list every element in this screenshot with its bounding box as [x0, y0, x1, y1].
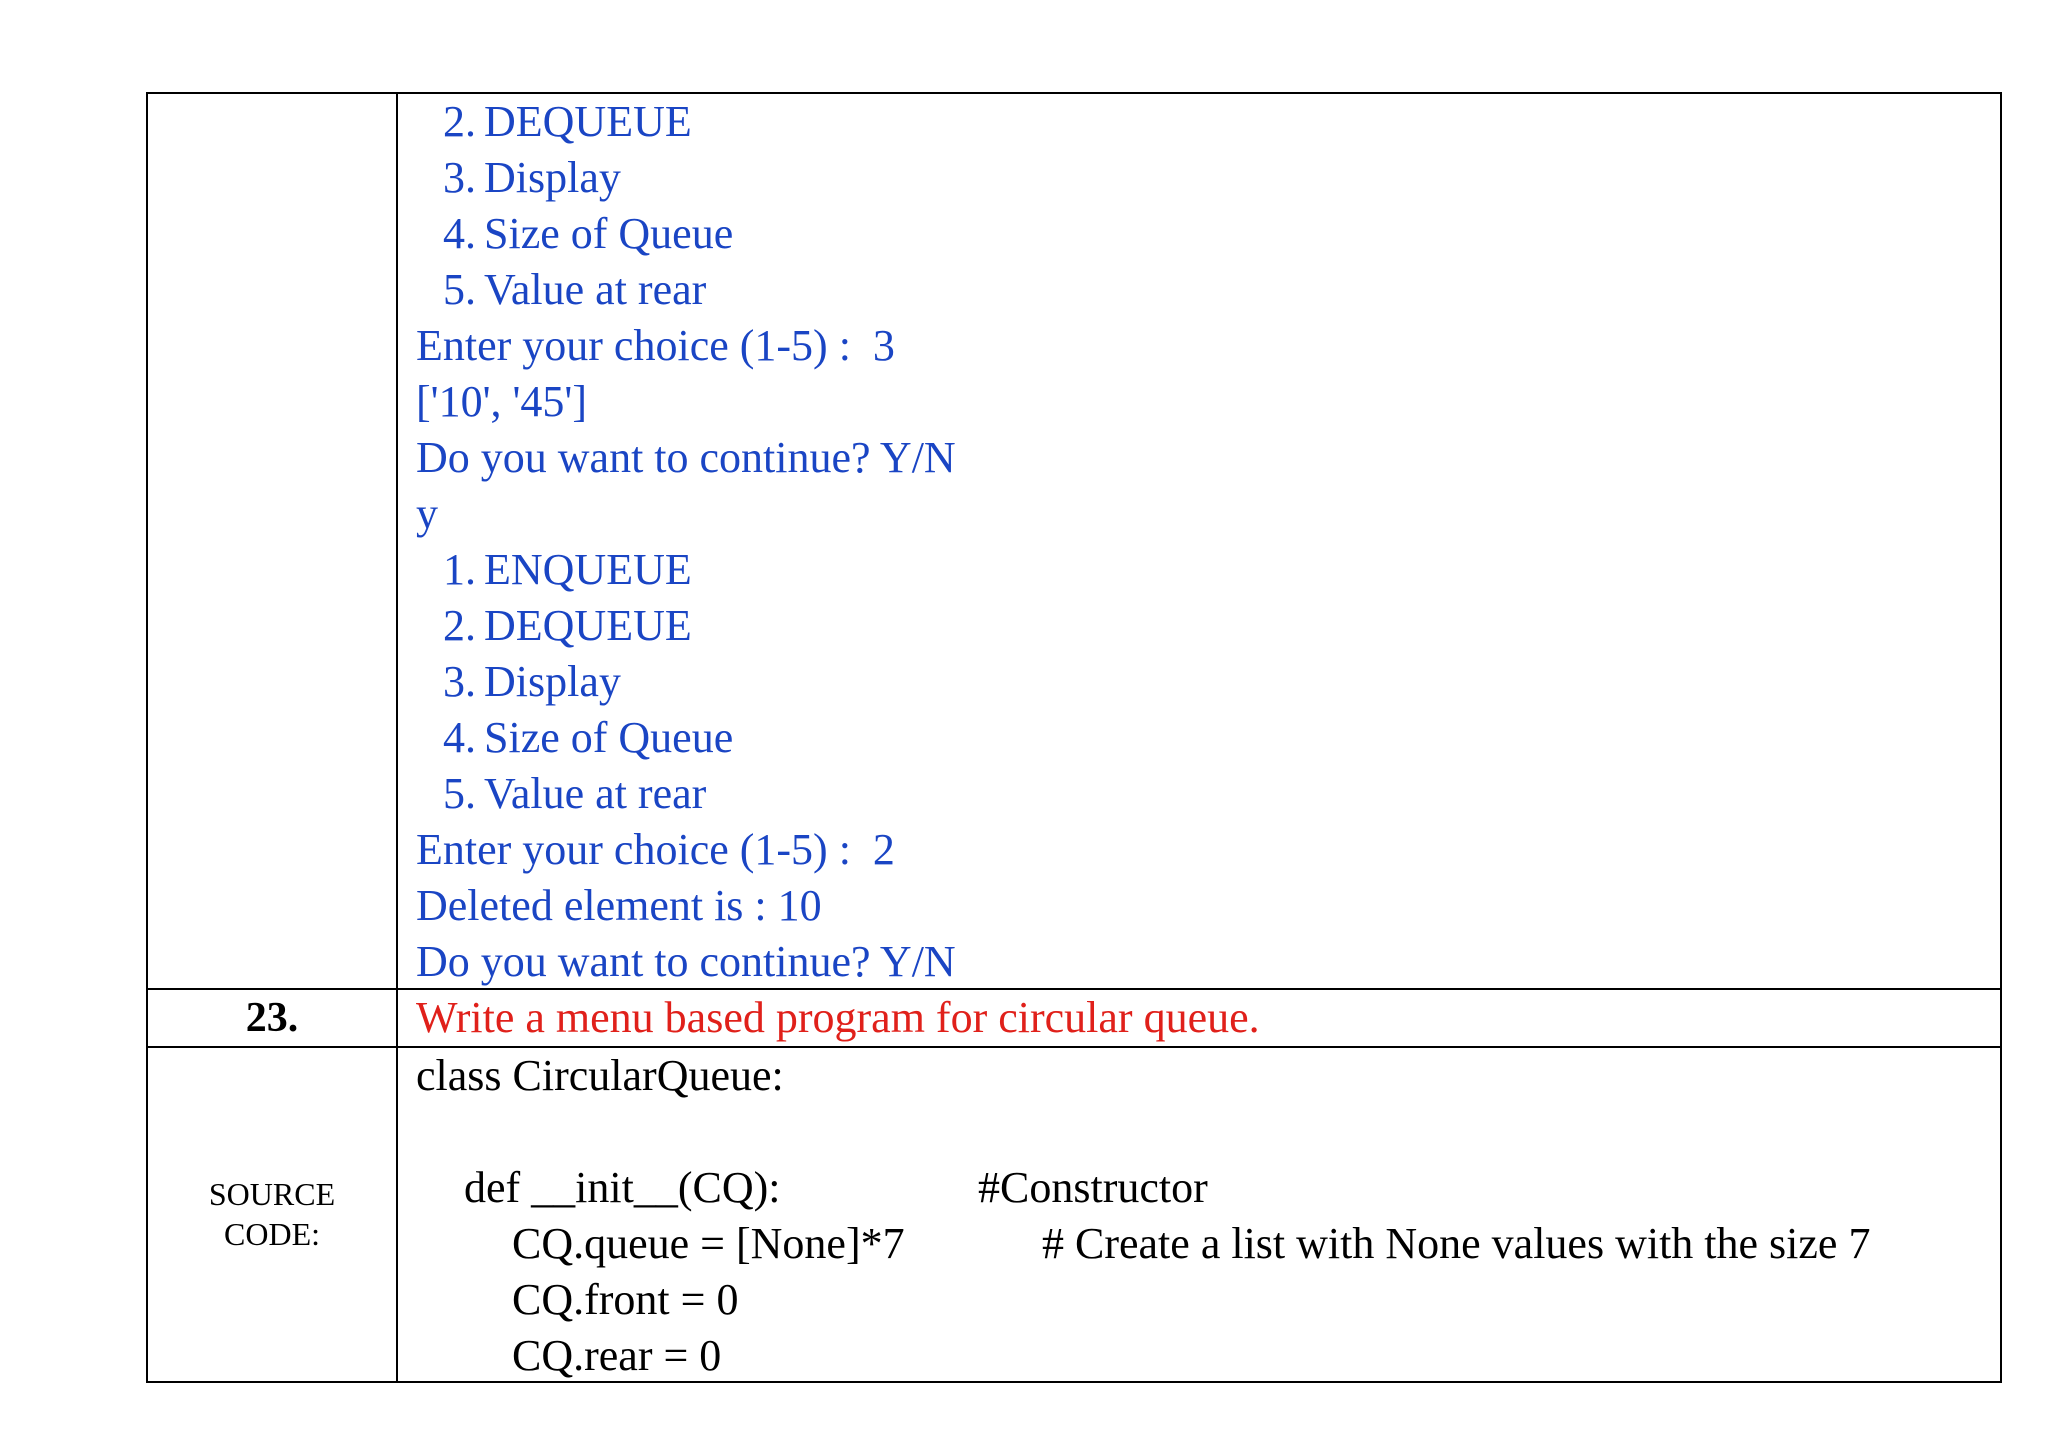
- output-line: [416, 206, 1976, 262]
- code-line-queue: [416, 1216, 1986, 1272]
- output-line: [416, 430, 1976, 486]
- menu-number: 2.: [443, 97, 476, 146]
- menu-number: 3.: [443, 153, 476, 202]
- output-text: Value at rear: [484, 265, 707, 314]
- output-text: DEQUEUE: [484, 601, 692, 650]
- code-text: class CircularQueue:: [416, 1051, 784, 1100]
- output-text: Deleted element is : 10: [416, 881, 822, 930]
- output-text: DEQUEUE: [484, 97, 692, 146]
- output-line: [416, 262, 1976, 318]
- output-line: [416, 654, 1976, 710]
- output-text: Size of Queue: [484, 713, 734, 762]
- output-line: [416, 318, 1976, 374]
- output-line: [416, 934, 1976, 990]
- source-code-label: [148, 1174, 396, 1254]
- output-line: [416, 766, 1976, 822]
- output-text: Enter your choice (1-5) : 3: [416, 321, 895, 370]
- output-line: [416, 486, 1976, 542]
- output-text: Display: [484, 153, 621, 202]
- code-line-class: [416, 1048, 1986, 1104]
- output-text: Do you want to continue? Y/N: [416, 937, 956, 986]
- output-text: Value at rear: [484, 769, 707, 818]
- output-line: [416, 822, 1976, 878]
- menu-number: 2.: [443, 601, 476, 650]
- column-divider: [396, 94, 398, 1381]
- output-line: [416, 150, 1976, 206]
- code-text: CQ.queue = [None]*7: [512, 1219, 905, 1268]
- menu-number: 4.: [443, 713, 476, 762]
- menu-number: 4.: [443, 209, 476, 258]
- output-line: [416, 878, 1976, 934]
- output-text: Enter your choice (1-5) : 2: [416, 825, 895, 874]
- code-line-def: [416, 1160, 1986, 1216]
- program-output: [416, 94, 1976, 990]
- code-line-front: [416, 1272, 1986, 1328]
- code-comment: # Create a list with None values with the size 7: [1042, 1219, 1871, 1268]
- code-text: def __init__(CQ):: [464, 1163, 781, 1212]
- menu-number: 5.: [443, 769, 476, 818]
- menu-number: 5.: [443, 265, 476, 314]
- source-code: [416, 1048, 1986, 1384]
- output-line: [416, 710, 1976, 766]
- output-text: ['10', '45']: [416, 377, 588, 426]
- output-line: [416, 94, 1976, 150]
- output-line: [416, 598, 1976, 654]
- output-text: Size of Queue: [484, 209, 734, 258]
- menu-number: 1.: [443, 545, 476, 594]
- output-text: ENQUEUE: [484, 545, 692, 594]
- output-text: y: [416, 489, 438, 538]
- code-text: CQ.rear = 0: [512, 1331, 722, 1380]
- source-label-line1: SOURCE: [208, 1176, 336, 1212]
- output-line: [416, 542, 1976, 598]
- code-comment: #Constructor: [978, 1163, 1208, 1212]
- menu-number: 3.: [443, 657, 476, 706]
- question-number: 23.: [245, 995, 299, 1041]
- output-text: Display: [484, 657, 621, 706]
- code-line-rear: [416, 1328, 1986, 1384]
- code-line-blank: [416, 1104, 1986, 1160]
- source-label-line2: CODE:: [224, 1216, 320, 1252]
- document-table: [146, 92, 2002, 1383]
- code-text: CQ.front = 0: [512, 1275, 739, 1324]
- output-line: [416, 374, 1976, 430]
- output-text: Do you want to continue? Y/N: [416, 433, 956, 482]
- question-text: Write a menu based program for circular queue.: [416, 993, 1260, 1042]
